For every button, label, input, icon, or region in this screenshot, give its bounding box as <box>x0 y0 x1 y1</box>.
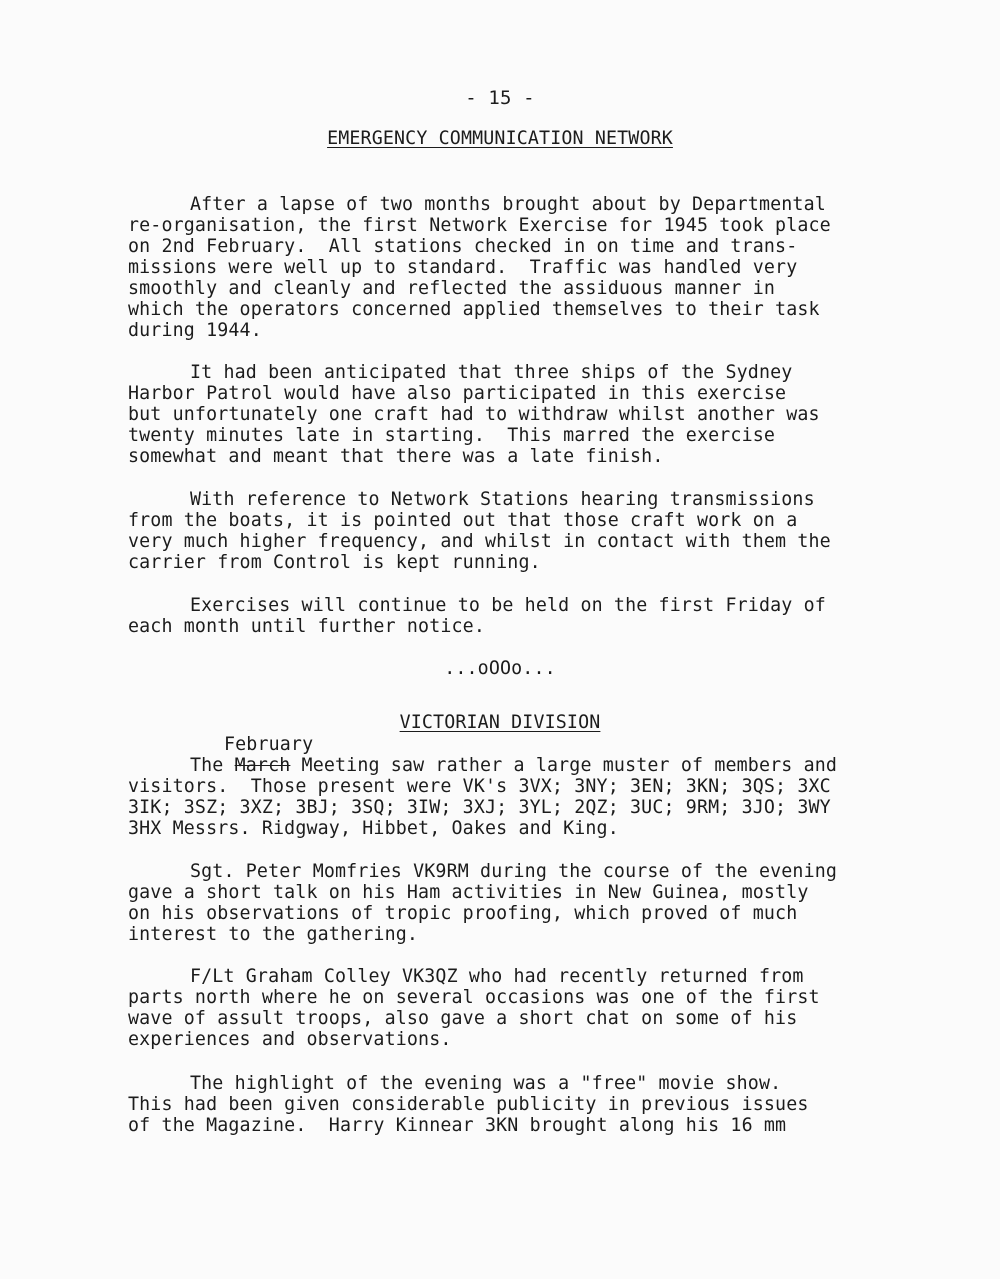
text-line: on his observations of tropic proofing, which proved of much <box>128 903 798 924</box>
text-line: each month until further notice. <box>128 616 485 637</box>
text-line: Sgt. Peter Momfries VK9RM during the course of the evening <box>190 861 838 882</box>
page-number: - 15 - <box>465 87 535 109</box>
text-line: very much higher frequency, and whilst in contact with them the <box>128 531 831 552</box>
text-line: 3HX Messrs. Ridgway, Hibbet, Oakes and King. <box>128 818 619 839</box>
text-line: from the boats, it is pointed out that those craft work on a <box>128 510 798 531</box>
text-line: smoothly and cleanly and reflected the assiduous manner in <box>128 278 776 299</box>
text-line: This had been given considerable publicity in previous issues <box>128 1094 809 1115</box>
text-line: After a lapse of two months brought about by Departmental <box>190 194 826 215</box>
text-line: With reference to Network Stations hearing transmissions <box>190 489 815 510</box>
text-line: somewhat and meant that there was a late finish. <box>128 446 664 467</box>
text-line: experiences and observations. <box>128 1029 452 1050</box>
text-line: It had been anticipated that three ships of the Sydney <box>190 362 793 383</box>
inserted-word: February <box>224 734 314 755</box>
section-title-victorian: VICTORIAN DIVISION <box>399 712 601 733</box>
text-line: The highlight of the evening was a "free" movie show. <box>190 1073 782 1094</box>
text-fragment: The <box>190 755 235 776</box>
text-line: of the Magazine. Harry Kinnear 3KN brought along his 16 mm <box>128 1115 787 1136</box>
text-line <box>190 755 837 776</box>
text-line: F/Lt Graham Colley VK3QZ who had recently returned from <box>190 966 804 987</box>
text-line: parts north where he on several occasions was one of the first <box>128 987 820 1008</box>
text-line: visitors. Those present were VK's 3VX; 3NY; 3EN; 3KN; 3QS; 3XC <box>128 776 831 797</box>
section-title-emergency: EMERGENCY COMMUNICATION NETWORK <box>327 128 673 149</box>
text-line: wave of assult troops, also gave a short chat on some of his <box>128 1008 798 1029</box>
section-separator: ...oOOo... <box>444 658 556 679</box>
text-line: which the operators concerned applied themselves to their task <box>128 299 820 320</box>
text-line: twenty minutes late in starting. This marred the exercise <box>128 425 776 446</box>
text-line: on 2nd February. All stations checked in on time and trans- <box>128 236 798 257</box>
text-line: missions were well up to standard. Traffic was handled very <box>128 257 798 278</box>
text-line: re-organisation, the first Network Exercise for 1945 took place <box>128 215 831 236</box>
text-fragment: Meeting saw rather a large muster of members and <box>290 755 838 776</box>
text-line: 3IK; 3SZ; 3XZ; 3BJ; 3SQ; 3IW; 3XJ; 3YL; 2QZ; 3UC; 9RM; 3JO; 3WY <box>128 797 831 818</box>
text-line: carrier from Control is kept running. <box>128 552 541 573</box>
text-line: during 1944. <box>128 320 262 341</box>
text-line: but unfortunately one craft had to withdraw whilst another was <box>128 404 820 425</box>
text-line: Harbor Patrol would have also participated in this exercise <box>128 383 787 404</box>
text-line: interest to the gathering. <box>128 924 419 945</box>
text-line: gave a short talk on his Ham activities in New Guinea, mostly <box>128 882 809 903</box>
struck-word: March <box>234 755 291 776</box>
text-line: Exercises will continue to be held on the first Friday of <box>190 595 826 616</box>
